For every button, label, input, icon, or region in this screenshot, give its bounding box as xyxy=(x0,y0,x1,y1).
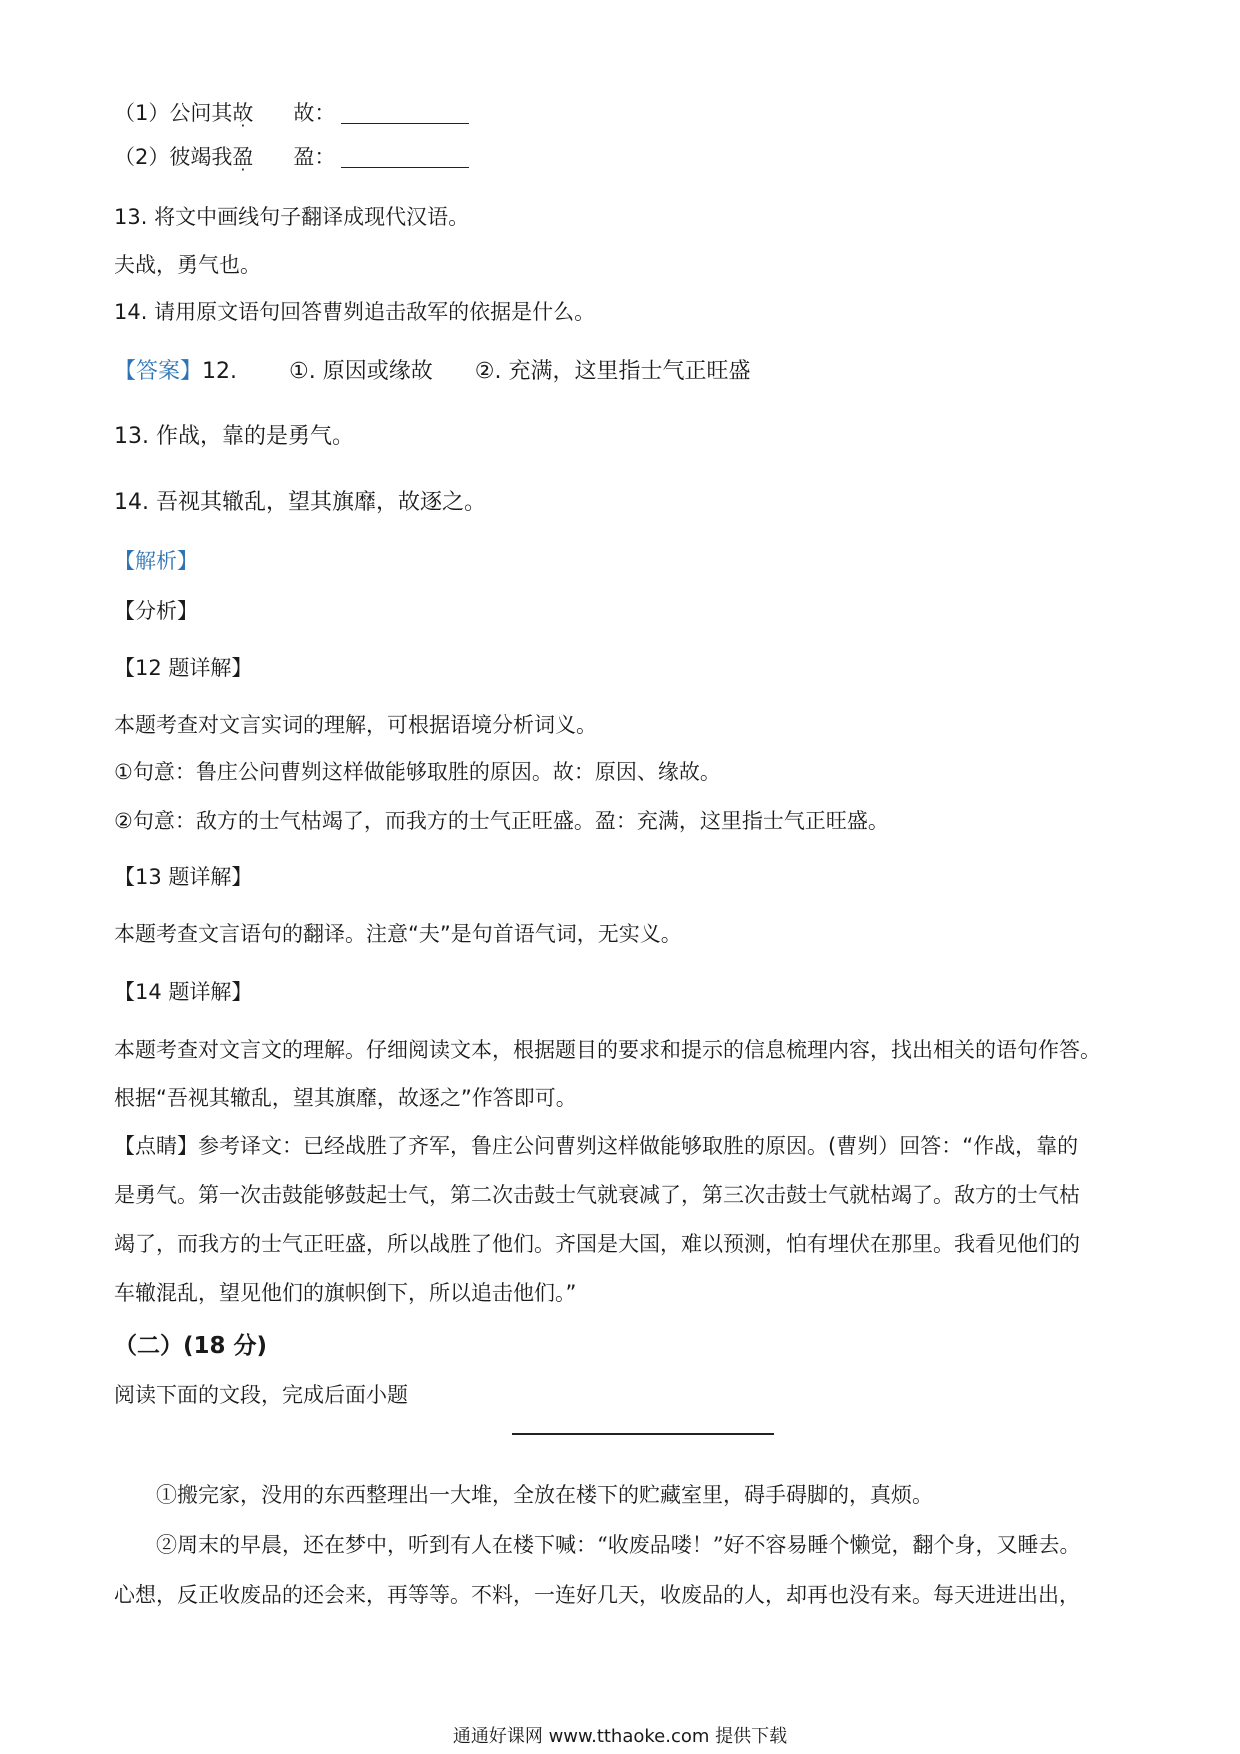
dianjing-line-1: 【点睛】参考译文：已经战胜了齐军，鲁庄公问曹刿这样做能够取胜的原因。(曹刿）回答：“作战，靠的 xyxy=(114,1134,1079,1158)
detail-heading-14: 【14 题详解】 xyxy=(114,980,253,1004)
item-number: （2） xyxy=(114,145,170,169)
passage-para-1: ①搬完家，没用的东西整理出一大堆，全放在楼下的贮藏室里，碍手碍脚的，真烦。 xyxy=(156,1483,933,1507)
q12-item-2 xyxy=(114,142,469,172)
detail-13-text: 本题考查文言语句的翻译。注意“夫”是句首语气词，无实义。 xyxy=(114,922,682,946)
analysis-fenxi: 【分析】 xyxy=(114,599,198,623)
passage-para-2-line-2: 心想，反正收废品的还会来，再等等。不料，一连好几天，收废品的人，却再也没有来。每天进进出出， xyxy=(114,1583,1080,1607)
q13-prompt: 13. 将文中画线句子翻译成现代汉语。 xyxy=(114,205,470,229)
item-key: 盈： xyxy=(293,145,336,169)
item-text: 彼竭我 xyxy=(169,145,233,169)
answer-blank[interactable] xyxy=(341,145,469,168)
passage-para-2-line-1: ②周末的早晨，还在梦中，听到有人在楼下喊：“收废品喽！”好不容易睡个懒觉，翻个身，又睡去。 xyxy=(156,1533,1081,1557)
answer-12-2: ②. 充满，这里指士气正旺盛 xyxy=(474,359,751,384)
item-text: 公问其 xyxy=(169,101,233,125)
detail-12-item-1: ①句意：鲁庄公问曹刿这样做能够取胜的原因。故：原因、缘故。 xyxy=(114,760,721,784)
section-instruction: 阅读下面的文段，完成后面小题 xyxy=(114,1383,408,1407)
q13-sentence: 夫战，勇气也。 xyxy=(114,253,261,277)
title-blank-line xyxy=(512,1433,774,1435)
item-key: 故： xyxy=(293,101,336,125)
detail-14-text-2: 根据“吾视其辙乱，望其旗靡，故逐之”作答即可。 xyxy=(114,1086,577,1110)
dotted-word: 盈 xyxy=(232,145,254,169)
answer-tag: 【答案】 xyxy=(114,359,203,384)
page-footer: 通通好课网 www.tthaoke.com 提供下载 xyxy=(452,1726,788,1747)
detail-14-text-1: 本题考查对文言文的理解。仔细阅读文本，根据题目的要求和提示的信息梳理内容，找出相关的语句作答。 xyxy=(114,1038,1101,1062)
dotted-word: 故 xyxy=(232,101,254,125)
dianjing-line-2: 是勇气。第一次击鼓能够鼓起士气，第二次击鼓士气就衰减了，第三次击鼓士气就枯竭了。敌方的士气枯 xyxy=(114,1183,1080,1207)
q12-item-1 xyxy=(114,98,469,128)
section-heading: （二）(18 分) xyxy=(114,1333,268,1359)
detail-12-item-2: ②句意：敌方的士气枯竭了，而我方的士气正旺盛。盈：充满，这里指士气正旺盛。 xyxy=(114,809,889,833)
dianjing-line-4: 车辙混乱，望见他们的旗帜倒下，所以追击他们。” xyxy=(114,1281,577,1305)
q14-prompt: 14. 请用原文语句回答曹刿追击敌军的依据是什么。 xyxy=(114,300,596,324)
item-number: （1） xyxy=(114,101,170,125)
answer-blank[interactable] xyxy=(341,101,469,124)
answer-12-1: ①. 原因或缘故 xyxy=(289,359,433,384)
answer-13: 13. 作战，靠的是勇气。 xyxy=(114,424,354,449)
detail-heading-13: 【13 题详解】 xyxy=(114,865,253,889)
detail-heading-12: 【12 题详解】 xyxy=(114,656,253,680)
detail-12-text: 本题考查对文言实词的理解，可根据语境分析词义。 xyxy=(114,713,597,737)
answer-14: 14. 吾视其辙乱，望其旗靡，故逐之。 xyxy=(114,490,486,515)
analysis-tag: 【解析】 xyxy=(114,549,198,573)
answer-number: 12. xyxy=(202,359,238,384)
answer-line-12 xyxy=(114,357,750,387)
dianjing-line-3: 竭了，而我方的士气正旺盛，所以战胜了他们。齐国是大国，难以预测，怕有埋伏在那里。我看见他们的 xyxy=(114,1232,1080,1256)
